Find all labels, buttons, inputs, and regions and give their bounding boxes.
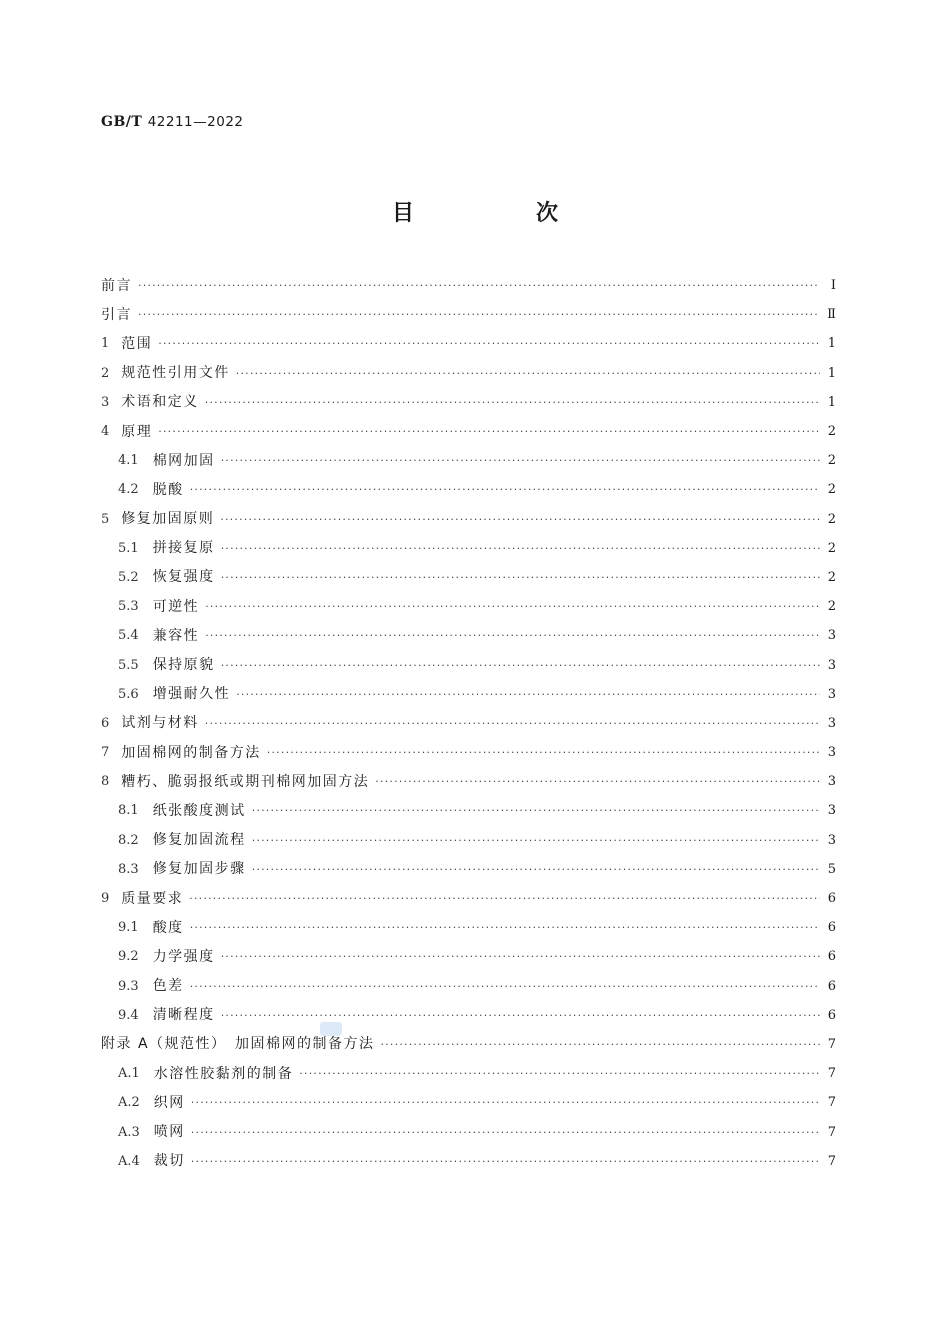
toc-entry-page: 3 xyxy=(827,657,836,673)
toc-leader-dots xyxy=(221,660,820,671)
toc-leader-dots xyxy=(190,922,820,933)
toc-entry[interactable] xyxy=(101,826,836,855)
toc-entry-title: 增强耐久性 xyxy=(152,686,231,703)
toc-entry-number: 9 xyxy=(101,891,110,907)
toc-leader-dots xyxy=(205,630,820,641)
toc-leader-dots xyxy=(375,776,820,787)
toc-entry-page: 3 xyxy=(827,745,836,761)
toc-entry-title: 术语和定义 xyxy=(121,394,199,411)
toc-entry[interactable] xyxy=(101,1059,836,1088)
toc-entry-title: 裁切 xyxy=(153,1153,185,1170)
toc-leader-dots xyxy=(252,805,820,816)
toc-entry[interactable] xyxy=(101,738,836,767)
toc-entry[interactable] xyxy=(101,942,836,971)
toc-entry-number: 4.2 xyxy=(118,482,139,498)
toc-entry-page: 7 xyxy=(827,1066,836,1082)
toc-leader-dots xyxy=(221,572,820,583)
toc-entry-title: 引言 xyxy=(101,306,132,323)
toc-entry[interactable] xyxy=(101,1030,836,1059)
toc-entry-page: 3 xyxy=(827,715,836,731)
toc-entry[interactable] xyxy=(101,329,836,358)
toc-entry-title: 前言 xyxy=(101,277,132,294)
toc-entry-number: 4 xyxy=(101,424,110,440)
toc-entry-number: 7 xyxy=(101,745,110,761)
toc-entry-title: 喷网 xyxy=(153,1124,185,1141)
watermark-icon xyxy=(320,1022,342,1036)
toc-entry-page: 1 xyxy=(827,365,836,381)
toc-entry-page: 2 xyxy=(827,569,836,585)
toc-entry-title: 修复加固原则 xyxy=(121,511,215,528)
toc-entry-number: 8.3 xyxy=(118,861,139,877)
toc-entry-title: 兼容性 xyxy=(152,627,200,644)
toc-leader-dots xyxy=(190,484,820,495)
toc-entry-title: 清晰程度 xyxy=(152,1007,215,1024)
toc-leader-dots xyxy=(221,951,820,962)
toc-entry-page: 3 xyxy=(827,628,836,644)
toc-entry-page: 7 xyxy=(827,1036,836,1052)
toc-entry[interactable] xyxy=(101,446,836,475)
toc-entry[interactable] xyxy=(101,592,836,621)
toc-leader-dots xyxy=(299,1068,820,1079)
toc-entry-number: 8.1 xyxy=(118,803,139,819)
toc-entry-number: 5.4 xyxy=(118,628,139,644)
toc-leader-dots xyxy=(205,718,820,729)
toc-leader-dots xyxy=(191,1097,820,1108)
toc-entry[interactable] xyxy=(101,1001,836,1030)
toc-entry-title: 可逆性 xyxy=(152,598,200,615)
toc-entry-page: 2 xyxy=(827,540,836,556)
toc-entry-page: 7 xyxy=(827,1124,836,1140)
toc-entry-page: 6 xyxy=(827,1007,836,1023)
toc-entry-page: Ⅰ xyxy=(830,278,836,294)
toc-entry-number: 5.5 xyxy=(118,657,139,673)
toc-leader-dots xyxy=(138,309,820,320)
toc-entry-number: A.1 xyxy=(118,1066,140,1082)
toc-entry-page: 2 xyxy=(827,482,836,498)
toc-entry[interactable] xyxy=(101,1117,836,1146)
toc-leader-dots xyxy=(267,747,820,758)
toc-entry[interactable] xyxy=(101,709,836,738)
toc-entry-page: 2 xyxy=(827,599,836,615)
toc-entry-number: 2 xyxy=(101,365,110,381)
toc-entry-number: A.3 xyxy=(118,1124,140,1140)
toc-entry[interactable] xyxy=(101,505,836,534)
toc-entry-number: 8 xyxy=(101,774,110,790)
toc-entry-number: 1 xyxy=(101,336,110,352)
toc-entry-number: 9.2 xyxy=(118,949,139,965)
toc-entry-page: 1 xyxy=(827,394,836,410)
toc-entry[interactable] xyxy=(101,388,836,417)
toc-entry-title: 拼接复原 xyxy=(152,540,215,557)
toc-entry-page: 3 xyxy=(827,774,836,790)
toc-entry-page: 6 xyxy=(827,891,836,907)
toc-leader-dots xyxy=(191,1127,820,1138)
toc-entry-page: Ⅱ xyxy=(827,307,836,323)
page-title: 目 次 xyxy=(391,201,608,226)
toc-entry[interactable] xyxy=(101,767,836,796)
toc-entry[interactable] xyxy=(101,359,836,388)
toc-entry-number: A.4 xyxy=(118,1153,140,1169)
toc-entry-title: 范围 xyxy=(121,335,153,352)
toc-entry-title: 规范性引用文件 xyxy=(121,365,230,382)
toc-entry-page: 7 xyxy=(827,1095,836,1111)
toc-leader-dots xyxy=(138,280,820,291)
toc-entry[interactable] xyxy=(101,884,836,913)
toc-entry-title: 修复加固步骤 xyxy=(152,861,246,878)
toc-leader-dots xyxy=(381,1039,820,1050)
toc-entry[interactable] xyxy=(101,972,836,1001)
toc-entry-number: 5.1 xyxy=(118,540,139,556)
toc-entry-page: 2 xyxy=(827,511,836,527)
toc-entry-page: 6 xyxy=(827,949,836,965)
toc-entry-page: 2 xyxy=(827,424,836,440)
toc-leader-dots xyxy=(221,455,820,466)
toc-entry-title: 保持原貌 xyxy=(152,657,215,674)
toc-entry[interactable] xyxy=(101,621,836,650)
toc-entry[interactable] xyxy=(101,563,836,592)
toc-leader-dots xyxy=(189,893,820,904)
toc-entry-page: 3 xyxy=(827,686,836,702)
toc-entry-number: 5.3 xyxy=(118,599,139,615)
toc-entry-number: 5 xyxy=(101,511,110,527)
toc-entry[interactable] xyxy=(101,1088,836,1117)
toc-entry-page: 5 xyxy=(827,861,836,877)
toc-leader-dots xyxy=(221,1010,820,1021)
toc-entry-title: 纸张酸度测试 xyxy=(152,802,246,819)
toc-entry-number: 9.3 xyxy=(118,978,139,994)
standard-number: 42211—2022 xyxy=(147,114,244,130)
standard-code xyxy=(101,114,244,130)
toc-entry-title: 糟朽、脆弱报纸或期刊棉网加固方法 xyxy=(121,773,370,790)
toc-entry-number: 6 xyxy=(101,715,110,731)
toc-entry[interactable] xyxy=(101,913,836,942)
toc-entry-page: 6 xyxy=(827,920,836,936)
toc-entry[interactable] xyxy=(101,680,836,709)
toc-entry-title: 织网 xyxy=(153,1094,185,1111)
toc-entry-number: 5.2 xyxy=(118,569,139,585)
toc-entry[interactable] xyxy=(101,475,836,504)
toc-entry-number: 4.1 xyxy=(118,453,139,469)
toc-entry-title: 力学强度 xyxy=(152,948,215,965)
toc-entry-title: 恢复强度 xyxy=(152,569,215,586)
toc-entry[interactable] xyxy=(101,271,836,300)
standard-prefix: GB/T xyxy=(101,114,143,130)
toc-entry[interactable] xyxy=(101,796,836,825)
toc-entry-number: A.2 xyxy=(118,1095,140,1111)
toc-entry-number: 3 xyxy=(101,394,110,410)
toc-leader-dots xyxy=(190,981,820,992)
toc-entry-title: 水溶性胶黏剂的制备 xyxy=(153,1065,294,1082)
toc-entry[interactable] xyxy=(101,300,836,329)
toc-entry-page: 1 xyxy=(827,336,836,352)
toc-entry-title: 棉网加固 xyxy=(152,452,215,469)
toc-entry[interactable] xyxy=(101,650,836,679)
toc-entry[interactable] xyxy=(101,855,836,884)
toc-leader-dots xyxy=(158,426,820,437)
toc-leader-dots xyxy=(205,601,820,612)
toc-entry[interactable] xyxy=(101,417,836,446)
toc-leader-dots xyxy=(252,835,820,846)
toc-entry-title: 质量要求 xyxy=(121,890,184,907)
toc-entry-title: 原理 xyxy=(121,423,153,440)
toc-entry-title: 试剂与材料 xyxy=(121,715,199,732)
toc-entry-number: 5.6 xyxy=(118,686,139,702)
toc-leader-dots xyxy=(252,864,820,875)
toc-leader-dots xyxy=(236,368,820,379)
toc-entry-page: 3 xyxy=(827,832,836,848)
toc-leader-dots xyxy=(191,1156,820,1167)
toc-entry-title: 色差 xyxy=(152,978,184,995)
toc-leader-dots xyxy=(221,543,820,554)
toc-entry-page: 7 xyxy=(827,1153,836,1169)
toc-entry-title: 酸度 xyxy=(152,919,184,936)
toc-entry-page: 6 xyxy=(827,978,836,994)
toc-entry-number: 8.2 xyxy=(118,832,139,848)
toc-entry[interactable] xyxy=(101,1147,836,1176)
toc-leader-dots xyxy=(236,689,820,700)
toc-entry-title: 脱酸 xyxy=(152,481,184,498)
toc-entry-number: 9.1 xyxy=(118,920,139,936)
toc-entry-page: 2 xyxy=(827,453,836,469)
table-of-contents xyxy=(101,271,836,1176)
toc-leader-dots xyxy=(158,338,820,349)
toc-leader-dots xyxy=(220,514,820,525)
toc-entry-number: 9.4 xyxy=(118,1007,139,1023)
toc-entry-title: 附录 A（规范性） 加固棉网的制备方法 xyxy=(101,1036,375,1053)
toc-leader-dots xyxy=(205,397,820,408)
toc-entry-title: 加固棉网的制备方法 xyxy=(121,744,261,761)
toc-entry[interactable] xyxy=(101,534,836,563)
toc-entry-page: 3 xyxy=(827,803,836,819)
toc-entry-title: 修复加固流程 xyxy=(152,832,246,849)
